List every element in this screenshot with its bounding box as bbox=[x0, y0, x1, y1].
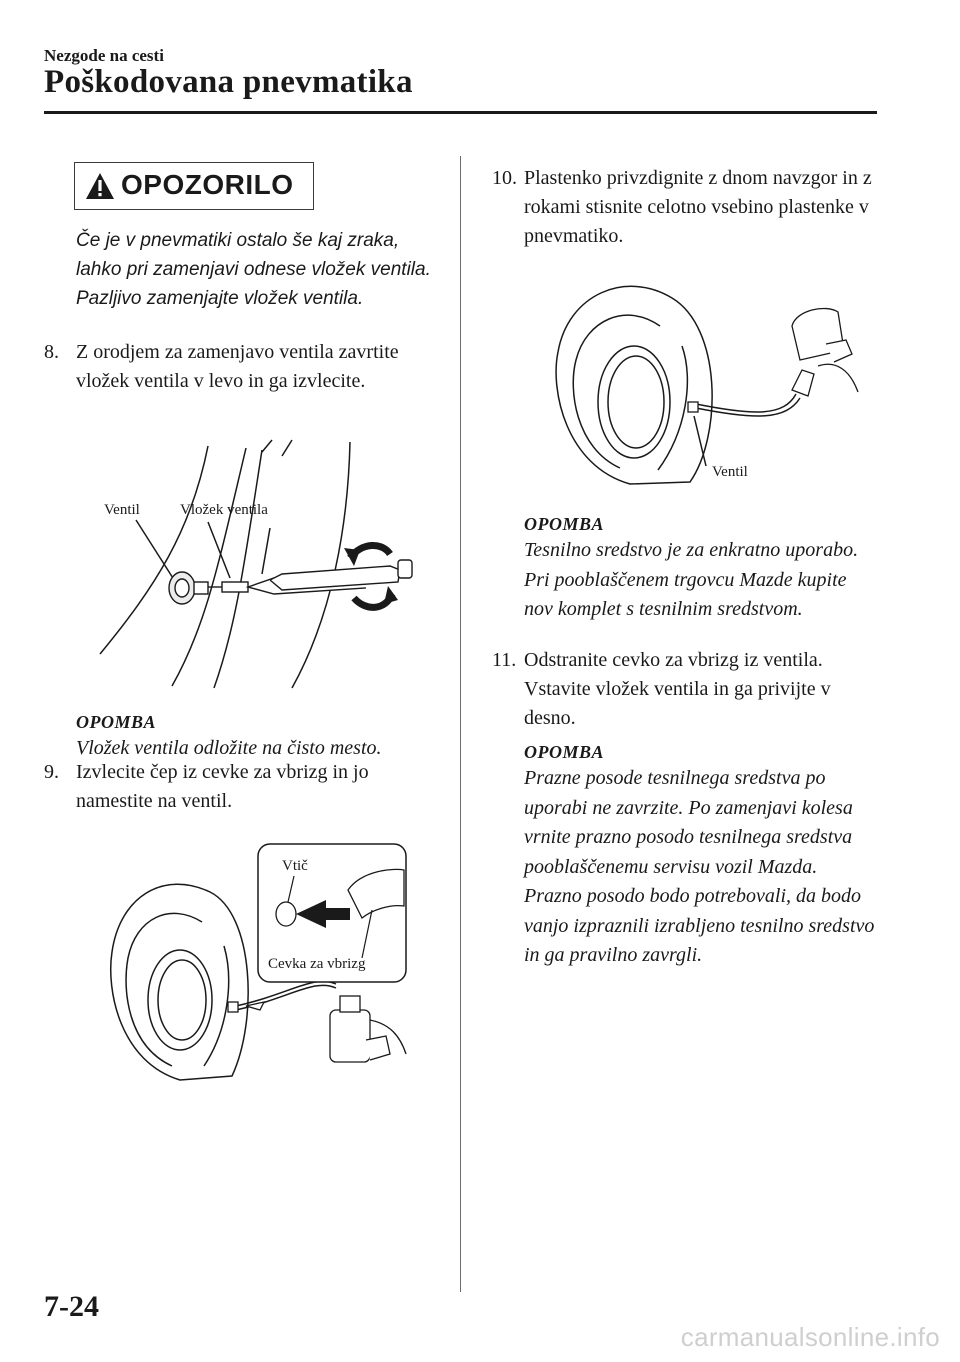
step-8-text: Z orodjem za zamenjavo ventila zavrtite vložek ventila v levo in ga izvlecite. bbox=[76, 341, 399, 392]
label-vlozek-ventila: Vložek ventila bbox=[180, 502, 268, 518]
watermark: carmanualsonline.info bbox=[680, 1322, 940, 1352]
step-10-text: Plastenko privzdignite z dnom navzgor in z rokami stisnite celotno vsebino plastenke v pnevmatiko. bbox=[524, 167, 872, 247]
page-title: Poškodovana pnevmatika bbox=[44, 64, 413, 100]
note-8-heading: OPOMBA bbox=[76, 712, 157, 732]
title-rule bbox=[44, 111, 877, 114]
note-10-text: Tesnilno sredstvo je za enkratno uporabo. Pri pooblaščenem trgovcu Mazde kupite nov komplet s tesnilnim sredstvom. bbox=[524, 539, 859, 620]
step-8-number: 8. bbox=[44, 341, 59, 363]
step-10-number: 10. bbox=[492, 167, 517, 189]
figure-injection-hose bbox=[100, 840, 410, 1090]
label-vtic: Vtič bbox=[282, 858, 308, 874]
warning-label: OPOZORILO bbox=[121, 169, 294, 200]
column-divider bbox=[460, 156, 461, 1292]
warning-triangle-icon bbox=[85, 172, 115, 200]
note-10-heading: OPOMBA bbox=[524, 514, 605, 534]
note-11-text: Prazne posode tesnilnega sredstva po uporabi ne zavrzite. Po zamenjavi kolesa vrnite prazno posodo tesnilnega sredstva pooblaščenemu servisu vozil Mazda. Prazno posodo bodo potrebovali, da bodo vanjo izpraznili izrabljeno tesnilno sredstvo in ga pravilno zavrgli. bbox=[524, 767, 875, 966]
valve-tool-handle bbox=[270, 536, 420, 616]
label-ventil-fig3: Ventil bbox=[712, 464, 748, 480]
label-ventil-fig1: Ventil bbox=[104, 502, 140, 518]
section-name: Nezgode na cesti bbox=[44, 46, 164, 65]
note-11-heading: OPOMBA bbox=[524, 742, 605, 762]
step-9-text: Izvlecite čep iz cevke za vbrizg in jo namestite na ventil. bbox=[76, 761, 369, 812]
warning-text: Če je v pnevmatiki ostalo še kaj zraka, lahko pri zamenjavi odnese vložek ventila. Pazljivo zamenjajte vložek ventila. bbox=[76, 230, 431, 309]
label-cevka-za-vbrizg: Cevka za vbrizg bbox=[268, 956, 366, 972]
step-11-number: 11. bbox=[492, 649, 517, 671]
page-number: 7-24 bbox=[44, 1290, 99, 1323]
step-11-text: Odstranite cevko za vbrizg iz ventila. Vstavite vložek ventila in ga privijte v desno. bbox=[524, 649, 831, 729]
figure-inject-sealant bbox=[546, 270, 866, 490]
warning-box bbox=[74, 162, 314, 210]
note-8-text: Vložek ventila odložite na čisto mesto. bbox=[76, 737, 382, 759]
step-9-number: 9. bbox=[44, 761, 59, 783]
inset-box bbox=[258, 844, 406, 982]
